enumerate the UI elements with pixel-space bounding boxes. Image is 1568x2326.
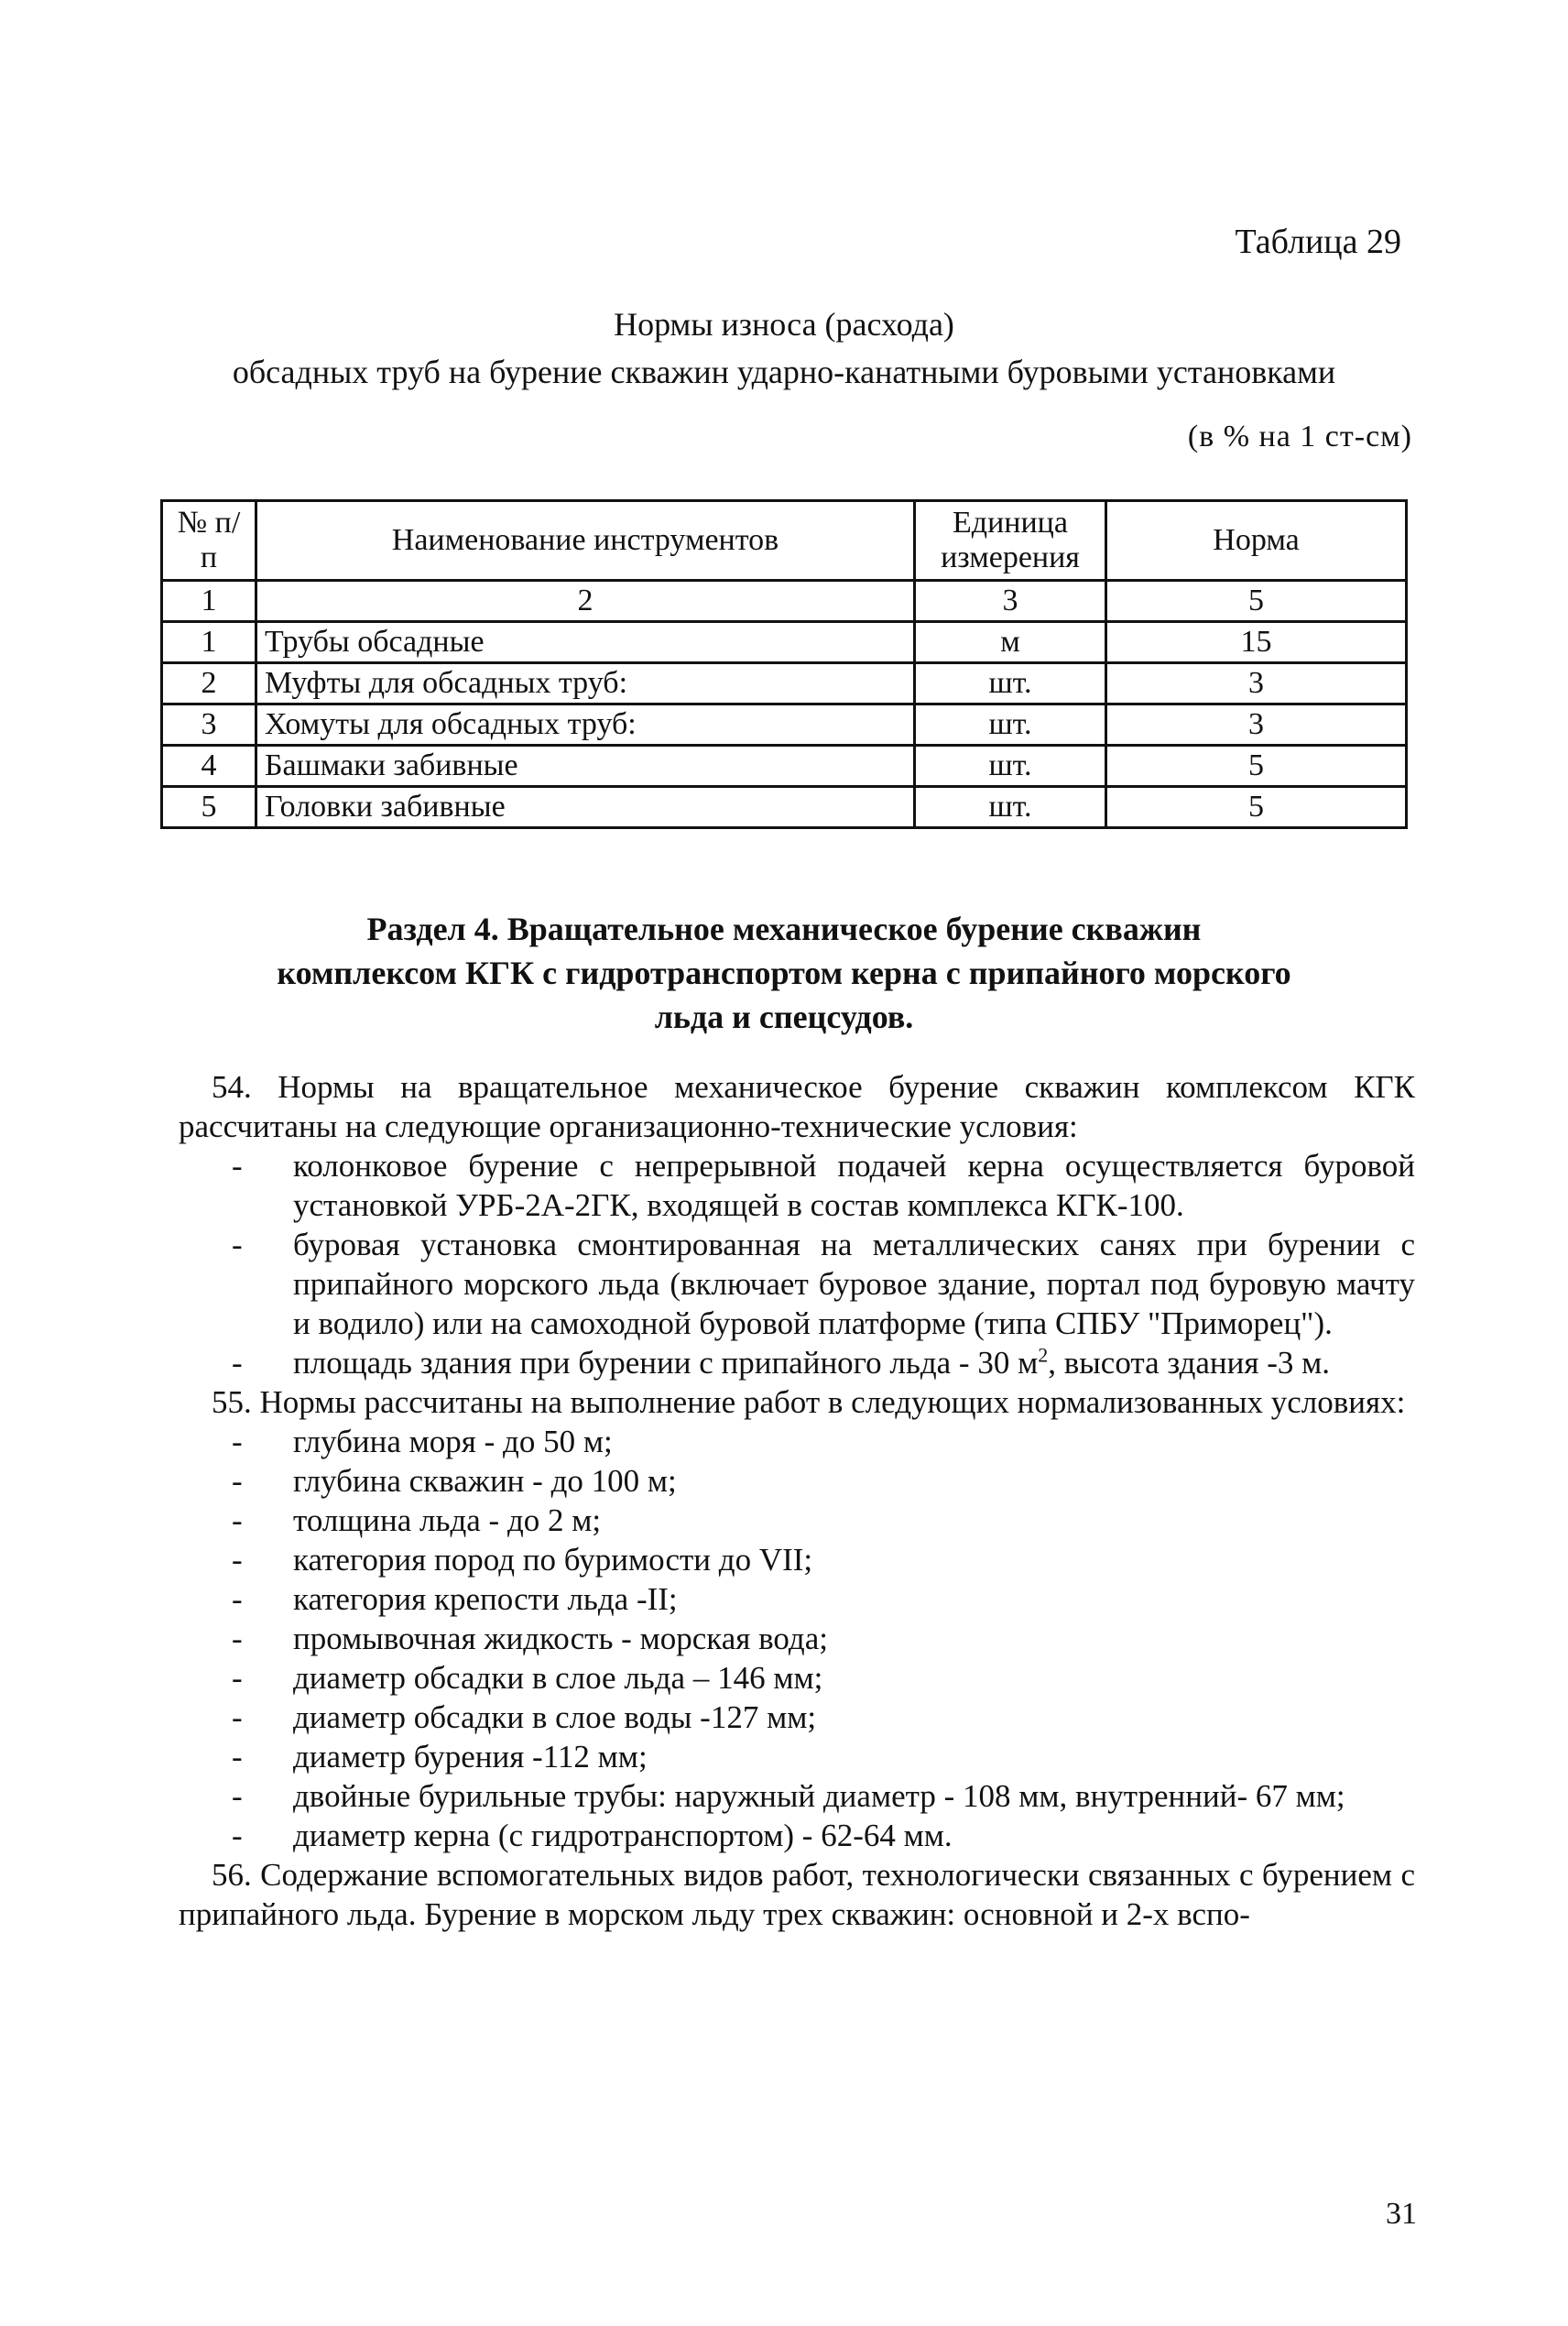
row-num: 5	[162, 787, 256, 828]
row-norm: 15	[1106, 622, 1407, 663]
table-title-line-2: обсадных труб на бурение скважин ударно-канатными буровыми установками	[232, 354, 1336, 390]
header-unit: Единица измерения	[915, 501, 1106, 581]
body-text	[179, 1067, 1415, 1934]
column-number: 2	[256, 581, 915, 622]
list-item-text: диаметр бурения -112 мм;	[293, 1739, 648, 1775]
row-unit: м	[915, 622, 1106, 663]
row-unit: шт.	[915, 746, 1106, 787]
bullet-dash: -	[232, 1778, 243, 1814]
bullet-dash: -	[232, 1463, 243, 1499]
row-norm: 5	[1106, 787, 1407, 828]
row-unit: шт.	[915, 787, 1106, 828]
row-num: 2	[162, 663, 256, 704]
bullet-dash: -	[232, 1148, 243, 1184]
superscript: 2	[1038, 1343, 1049, 1367]
list-item-text-tail: , высота здания -3 м.	[1048, 1345, 1331, 1381]
list-item-text: диаметр керна (с гидротранспортом) - 62-64 мм.	[293, 1818, 953, 1853]
table-row	[162, 787, 1407, 828]
row-norm: 3	[1106, 704, 1407, 746]
list-item	[179, 1501, 1415, 1540]
column-number: 3	[915, 581, 1106, 622]
table-header-row	[162, 501, 1407, 581]
list-item-text: буровая установка смонтированная на металлических санях при бурении с припайного морского льда (включает буровое здание, портал под буровую мачту и водило) или на самоходной буровой платформе (типа СПБУ "Приморец").	[293, 1227, 1415, 1341]
list-item-text: диаметр обсадки в слое воды -127 мм;	[293, 1699, 817, 1735]
row-norm: 5	[1106, 746, 1407, 787]
bullet-dash: -	[232, 1581, 243, 1617]
bullet-dash: -	[232, 1660, 243, 1696]
list-item	[179, 1540, 1415, 1579]
conditions-list	[179, 1422, 1415, 1855]
section-title-line-1: Раздел 4. Вращательное механическое бурение скважин	[366, 911, 1202, 947]
bullet-dash: -	[232, 1621, 243, 1656]
bullet-dash: -	[232, 1345, 243, 1381]
list-item	[179, 1579, 1415, 1619]
bullet-dash: -	[232, 1227, 243, 1262]
row-name: Муфты для обсадных труб:	[256, 663, 915, 704]
bullet-dash: -	[232, 1502, 243, 1538]
bullet-dash: -	[232, 1699, 243, 1735]
bullet-dash: -	[232, 1542, 243, 1578]
list-item	[179, 1816, 1415, 1855]
section-title	[0, 907, 1568, 1039]
table-row	[162, 704, 1407, 746]
bullet-dash: -	[232, 1818, 243, 1853]
list-item-text: глубина скважин - до 100 м;	[293, 1463, 677, 1499]
header-norm: Норма	[1106, 501, 1407, 581]
list-item	[179, 1619, 1415, 1658]
row-num: 1	[162, 622, 256, 663]
list-item	[179, 1698, 1415, 1737]
page-number: 31	[1386, 2197, 1417, 2231]
row-name: Хомуты для обсадных труб:	[256, 704, 915, 746]
list-item-text: категория крепости льда -II;	[293, 1581, 678, 1617]
table-label: Таблица 29	[1235, 223, 1401, 261]
row-norm: 3	[1106, 663, 1407, 704]
list-item-text: колонковое бурение с непрерывной подачей керна осуществляется буровой установкой УРБ-2А-2ГК, входящей в состав комплекса КГК-100.	[293, 1148, 1415, 1223]
bullet-dash: -	[232, 1424, 243, 1459]
header-num: № п/п	[162, 501, 256, 581]
list-item-text: глубина моря - до 50 м;	[293, 1424, 613, 1459]
list-item	[179, 1146, 1415, 1225]
row-name: Башмаки забивные	[256, 746, 915, 787]
list-item-text: промывочная жидкость - морская вода;	[293, 1621, 828, 1656]
list-item-text: толщина льда - до 2 м;	[293, 1502, 602, 1538]
row-unit: шт.	[915, 704, 1106, 746]
list-item	[179, 1737, 1415, 1776]
table-row	[162, 622, 1407, 663]
section-title-line-2: комплексом КГК с гидротранспортом керна с припайного морского	[277, 955, 1291, 991]
table-title	[0, 300, 1568, 396]
bullet-dash: -	[232, 1739, 243, 1775]
row-num: 4	[162, 746, 256, 787]
column-number: 1	[162, 581, 256, 622]
norms-table	[160, 499, 1408, 829]
paragraph-54: 54. Нормы на вращательное механическое бурение скважин комплексом КГК рассчитаны на следующие организационно-технические условия:	[179, 1069, 1415, 1144]
list-item	[179, 1225, 1415, 1343]
row-name: Трубы обсадные	[256, 622, 915, 663]
column-number: 5	[1106, 581, 1407, 622]
list-item	[179, 1658, 1415, 1698]
row-unit: шт.	[915, 663, 1106, 704]
units-note: (в % на 1 ст-см)	[1187, 420, 1412, 453]
list-item	[179, 1776, 1415, 1816]
table-row	[162, 746, 1407, 787]
list-item-text: категория пород по буримости до VII;	[293, 1542, 813, 1578]
table-title-line-1: Нормы износа (расхода)	[614, 306, 954, 343]
row-num: 3	[162, 704, 256, 746]
header-name: Наименование инструментов	[256, 501, 915, 581]
paragraph-55: 55. Нормы рассчитаны на выполнение работ в следующих нормализованных условиях:	[212, 1384, 1406, 1420]
list-item	[179, 1461, 1415, 1501]
list-item-text: диаметр обсадки в слое льда – 146 мм;	[293, 1660, 823, 1696]
table-row	[162, 663, 1407, 704]
row-name: Головки забивные	[256, 787, 915, 828]
list-item	[179, 1422, 1415, 1461]
list-item	[179, 1343, 1415, 1382]
paragraph-56: 56. Содержание вспомогательных видов работ, технологически связанных с бурением с припайного льда. Бурение в морском льду трех скважин: основной и 2-х вспо-	[179, 1857, 1415, 1932]
list-item-text: площадь здания при бурении с припайного льда - 30 м	[293, 1345, 1039, 1381]
section-title-line-3: льда и спецсудов.	[654, 999, 914, 1035]
column-number-row	[162, 581, 1407, 622]
list-item-text: двойные бурильные трубы: наружный диаметр - 108 мм, внутренний- 67 мм;	[293, 1778, 1345, 1814]
